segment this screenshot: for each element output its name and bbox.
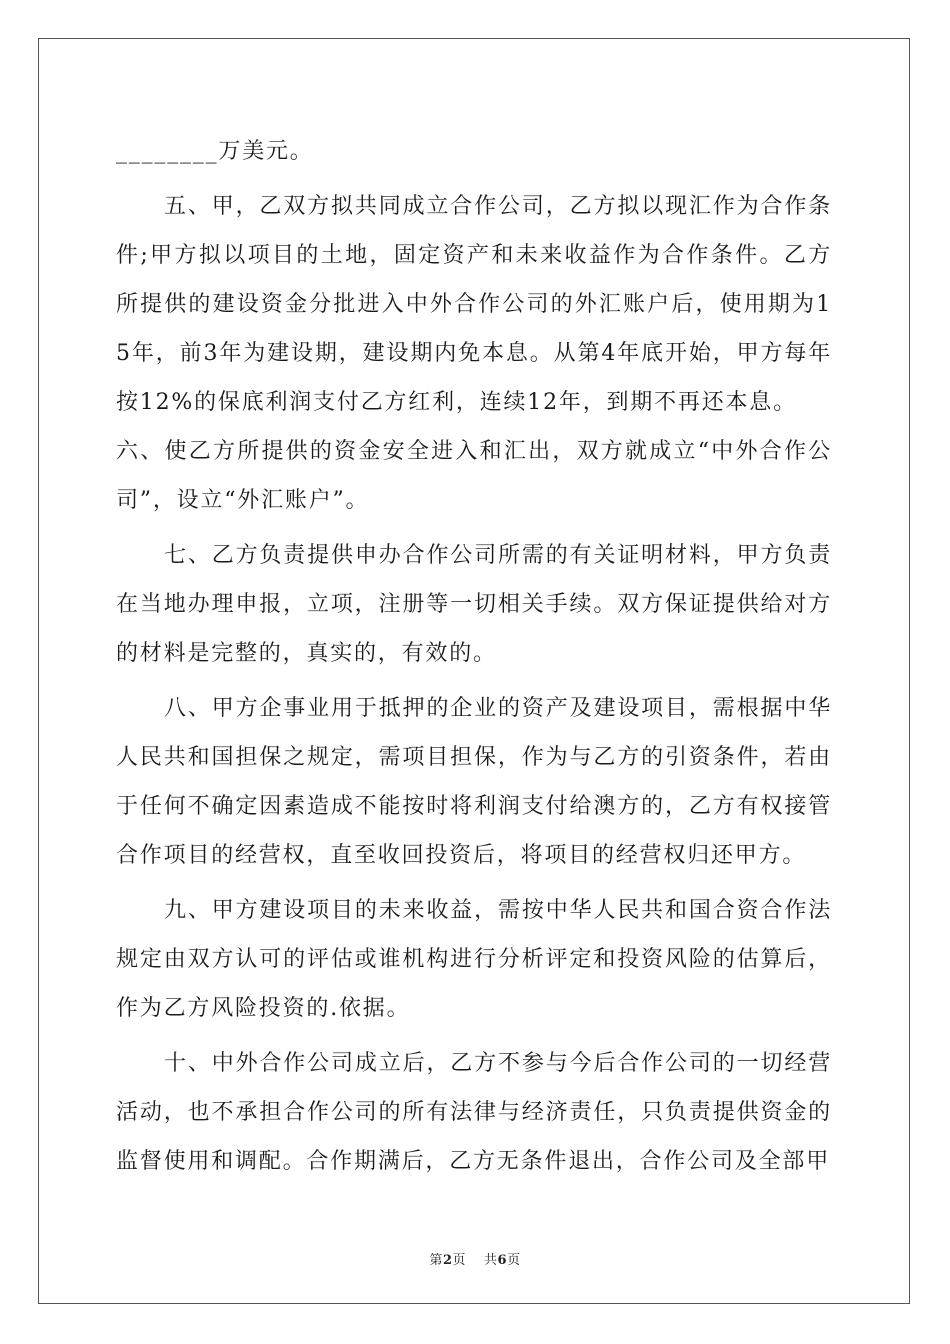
paragraph-clause-10: 十、中外合作公司成立后，乙方不参与今后合作公司的一切经营活动，也不承担合作公司的所有法律与经济责任，只负责提供资金的监督使用和调配。合作期满后，乙方无条件退出，合作公司及全部甲 — [116, 1051, 832, 1174]
paragraph-clause-7: 七、乙方负责提供申办合作公司所需的有关证明材料，甲方负责在当地办理申报，立项，注册等一切相关手续。双方保证提供给对方的材料是完整的，真实的，有效的。 — [116, 543, 832, 666]
paragraph-clause-9: 九、甲方建设项目的未来收益，需按中华人民共和国合资合作法规定由双方认可的评估或谁机构进行分析评定和投资风险的估算后，作为乙方风险投资的.依据。 — [116, 898, 832, 1021]
paragraph-amount: ________万美元。 — [116, 139, 314, 164]
page-indicator: 第2页 — [429, 1253, 466, 1268]
current-page-number: 2 — [442, 1253, 453, 1268]
total-pages-indicator: 共6页 — [484, 1253, 521, 1268]
paragraph-clause-8: 八、甲方企事业用于抵押的企业的资产及建设项目，需根据中华人民共和国担保之规定，需项目担保，作为与乙方的引资条件，若由于任何不确定因素造成不能按时将利润支付给澳方的，乙方有权接管合作项目的经营权，直至收回投资后，将项目的经营权归还甲方。 — [116, 696, 832, 868]
paragraph-clause-6: 六、使乙方所提供的资金安全进入和汇出，双方就成立“中外合作公司”，设立“外汇账户”。 — [116, 439, 832, 513]
document-body — [116, 127, 832, 1186]
page-footer — [0, 1249, 950, 1268]
total-pages-number: 6 — [497, 1253, 508, 1268]
paragraph-clause-5: 五、甲，乙双方拟共同成立合作公司，乙方拟以现汇作为合作条件;甲方拟以项目的土地，固定资产和未来收益作为合作条件。乙方所提供的建设资金分批进入中外合作公司的外汇账户后，使用期为15年，前3年为建设期，建设期内免本息。从第4年底开始，甲方每年按12%的保底利润支付乙方红利，连续12年，到期不再还本息。 — [116, 194, 832, 415]
